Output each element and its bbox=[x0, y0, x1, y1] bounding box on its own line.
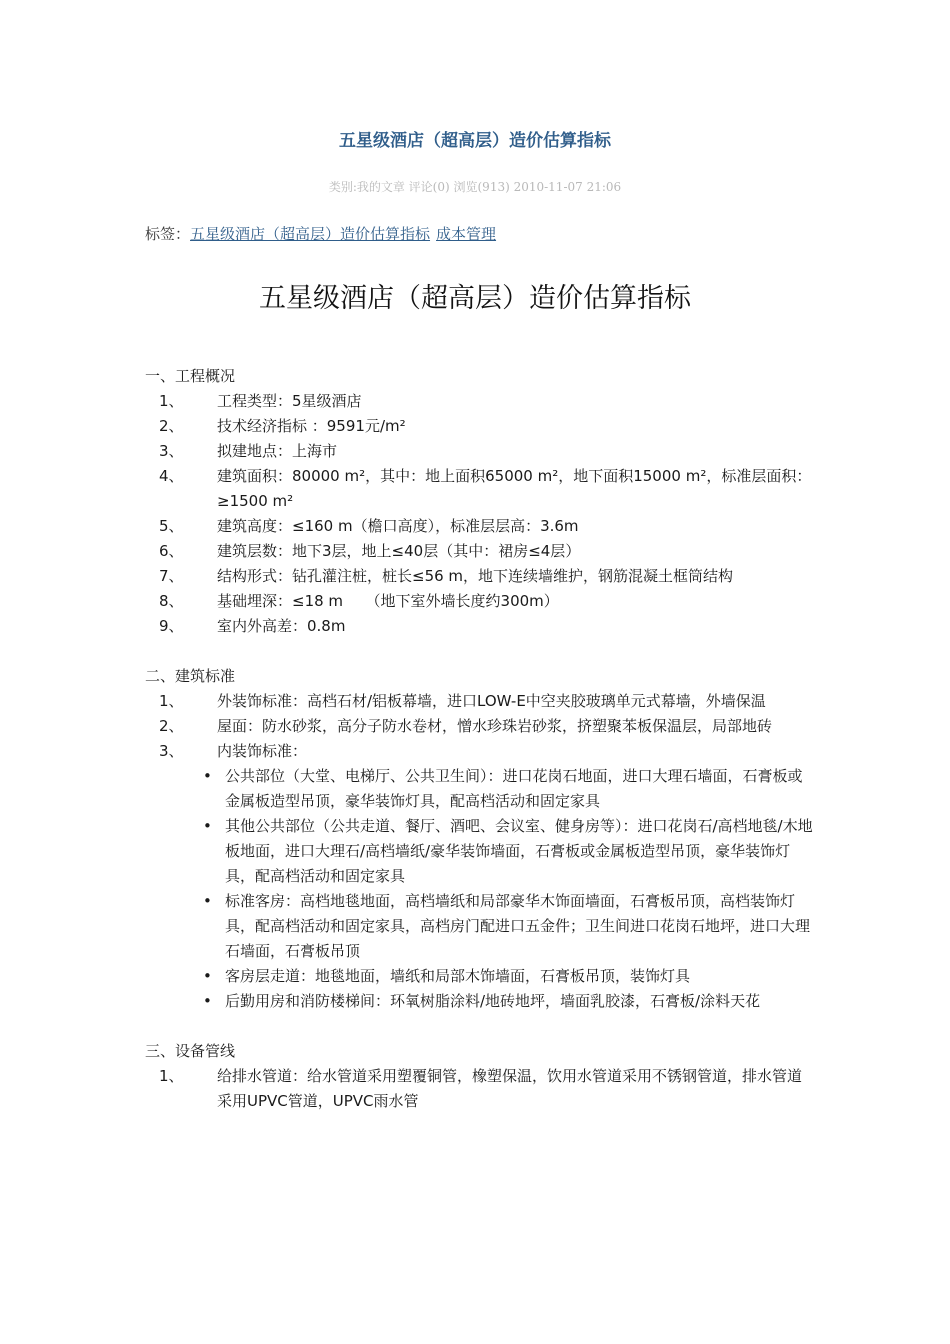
item-text: 建筑高度：≤160 m（檐口高度），标准层层高：3.6m bbox=[217, 517, 579, 535]
list-item bbox=[145, 514, 815, 539]
section-heading: 一、工程概况 bbox=[145, 367, 236, 385]
section-overview bbox=[145, 364, 815, 639]
list-item bbox=[145, 714, 815, 739]
bullet-item bbox=[203, 764, 815, 814]
item-text: 建筑面积：80000 m²，其中：地上面积65000 m²，地下面积15000 m²，标准层面积：≥1500 m² bbox=[217, 467, 812, 510]
item-text: 结构形式：钻孔灌注桩，桩长≤56 m，地下连续墙维护，钢筋混凝土框筒结构 bbox=[217, 567, 734, 585]
bullet-text: 其他公共部位（公共走道、餐厅、酒吧、会议室、健身房等）：进口花岗石/高档地毯/木地板地面，进口大理石/高档墙纸/豪华装饰墙面，石膏板或金属板造型吊顶，豪华装饰灯具，配高档活动和固定家具 bbox=[225, 817, 813, 885]
list-item bbox=[145, 739, 815, 764]
item-number: 2、 bbox=[159, 417, 184, 435]
item-number: 1、 bbox=[159, 1067, 184, 1085]
bullet-dot-icon: • bbox=[203, 767, 212, 785]
item-text: 基础埋深：≤18 m （地下室外墙长度约300m） bbox=[217, 592, 559, 610]
list-item bbox=[145, 564, 815, 589]
bullet-dot-icon: • bbox=[203, 967, 212, 985]
tags-label: 标签： bbox=[145, 225, 191, 243]
tag-link-hotel[interactable]: 五星级酒店（超高层）造价估算指标 bbox=[190, 225, 431, 243]
bullet-dot-icon: • bbox=[203, 817, 212, 835]
tags-row bbox=[145, 223, 502, 244]
item-number: 3、 bbox=[159, 442, 184, 460]
bullet-text: 客房层走道：地毯地面，墙纸和局部木饰墙面，石膏板吊顶，装饰灯具 bbox=[225, 967, 691, 985]
list-item bbox=[145, 414, 815, 439]
bullet-item bbox=[203, 889, 815, 964]
item-text: 拟建地点：上海市 bbox=[217, 442, 338, 460]
item-text: 屋面：防水砂浆，高分子防水卷材，憎水珍珠岩砂浆，挤塑聚苯板保温层，局部地砖 bbox=[217, 717, 773, 735]
tag-link-cost[interactable]: 成本管理 bbox=[436, 225, 497, 243]
item-number: 1、 bbox=[159, 692, 184, 710]
item-text: 建筑层数：地下3层，地上≤40层（其中：裙房≤4层） bbox=[217, 542, 581, 560]
bullet-dot-icon: • bbox=[203, 892, 212, 910]
item-text: 外装饰标准：高档石材/铝板幕墙，进口LOW-E中空夹胶玻璃单元式幕墙，外墙保温 bbox=[217, 692, 766, 710]
bullet-text: 公共部位（大堂、电梯厅、公共卫生间）：进口花岗石地面，进口大理石墙面，石膏板或金属板造型吊顶，豪华装饰灯具，配高档活动和固定家具 bbox=[225, 767, 803, 810]
item-text: 室内外高差：0.8m bbox=[217, 617, 346, 635]
list-item bbox=[145, 589, 815, 614]
bullet-text: 标准客房：高档地毯地面，高档墙纸和局部豪华木饰面墙面，石膏板吊顶，高档装饰灯具，配高档活动和固定家具，高档房门配进口五金件；卫生间进口花岗石地坪，进口大理石墙面，石膏板吊顶 bbox=[225, 892, 811, 960]
item-text: 工程类型：5星级酒店 bbox=[217, 392, 362, 410]
bullet-dot-icon: • bbox=[203, 992, 212, 1010]
bullet-text: 后勤用房和消防楼梯间：环氧树脂涂料/地砖地坪，墙面乳胶漆，石膏板/涂料天花 bbox=[225, 992, 761, 1010]
item-text: 技术经济指标 ：9591元/m² bbox=[217, 417, 406, 435]
item-number: 3、 bbox=[159, 742, 184, 760]
list-item bbox=[145, 689, 815, 714]
section-heading: 三、设备管线 bbox=[145, 1042, 236, 1060]
item-text: 给排水管道：给水管道采用塑覆铜管，橡塑保温，饮用水管道采用不锈钢管道，排水管道采用UPVC管道，UPVC雨水管 bbox=[217, 1067, 803, 1110]
item-number: 9、 bbox=[159, 617, 184, 635]
document-body bbox=[145, 364, 815, 1139]
item-number: 1、 bbox=[159, 392, 184, 410]
document-title: 五星级酒店（超高层）造价估算指标 bbox=[259, 283, 691, 314]
section-building-standard bbox=[145, 664, 815, 1014]
item-number: 8、 bbox=[159, 592, 184, 610]
item-text: 内装饰标准： bbox=[217, 742, 308, 760]
post-meta: 类别:我的文章 评论(0) 浏览(913) 2010-11-07 21:06 bbox=[328, 180, 622, 194]
item-number: 4、 bbox=[159, 467, 184, 485]
list-item bbox=[145, 464, 815, 514]
bullet-item bbox=[203, 989, 815, 1014]
list-item bbox=[145, 614, 815, 639]
section-equipment-pipelines bbox=[145, 1039, 815, 1114]
item-number: 7、 bbox=[159, 567, 184, 585]
item-number: 2、 bbox=[159, 717, 184, 735]
bullet-item bbox=[203, 964, 815, 989]
bullet-item bbox=[203, 814, 815, 889]
item-number: 6、 bbox=[159, 542, 184, 560]
list-item bbox=[145, 439, 815, 464]
blog-title: 五星级酒店（超高层）造价估算指标 bbox=[339, 131, 611, 151]
list-item bbox=[145, 539, 815, 564]
list-item bbox=[145, 389, 815, 414]
section-heading: 二、建筑标准 bbox=[145, 667, 236, 685]
list-item bbox=[145, 1064, 815, 1114]
item-number: 5、 bbox=[159, 517, 184, 535]
